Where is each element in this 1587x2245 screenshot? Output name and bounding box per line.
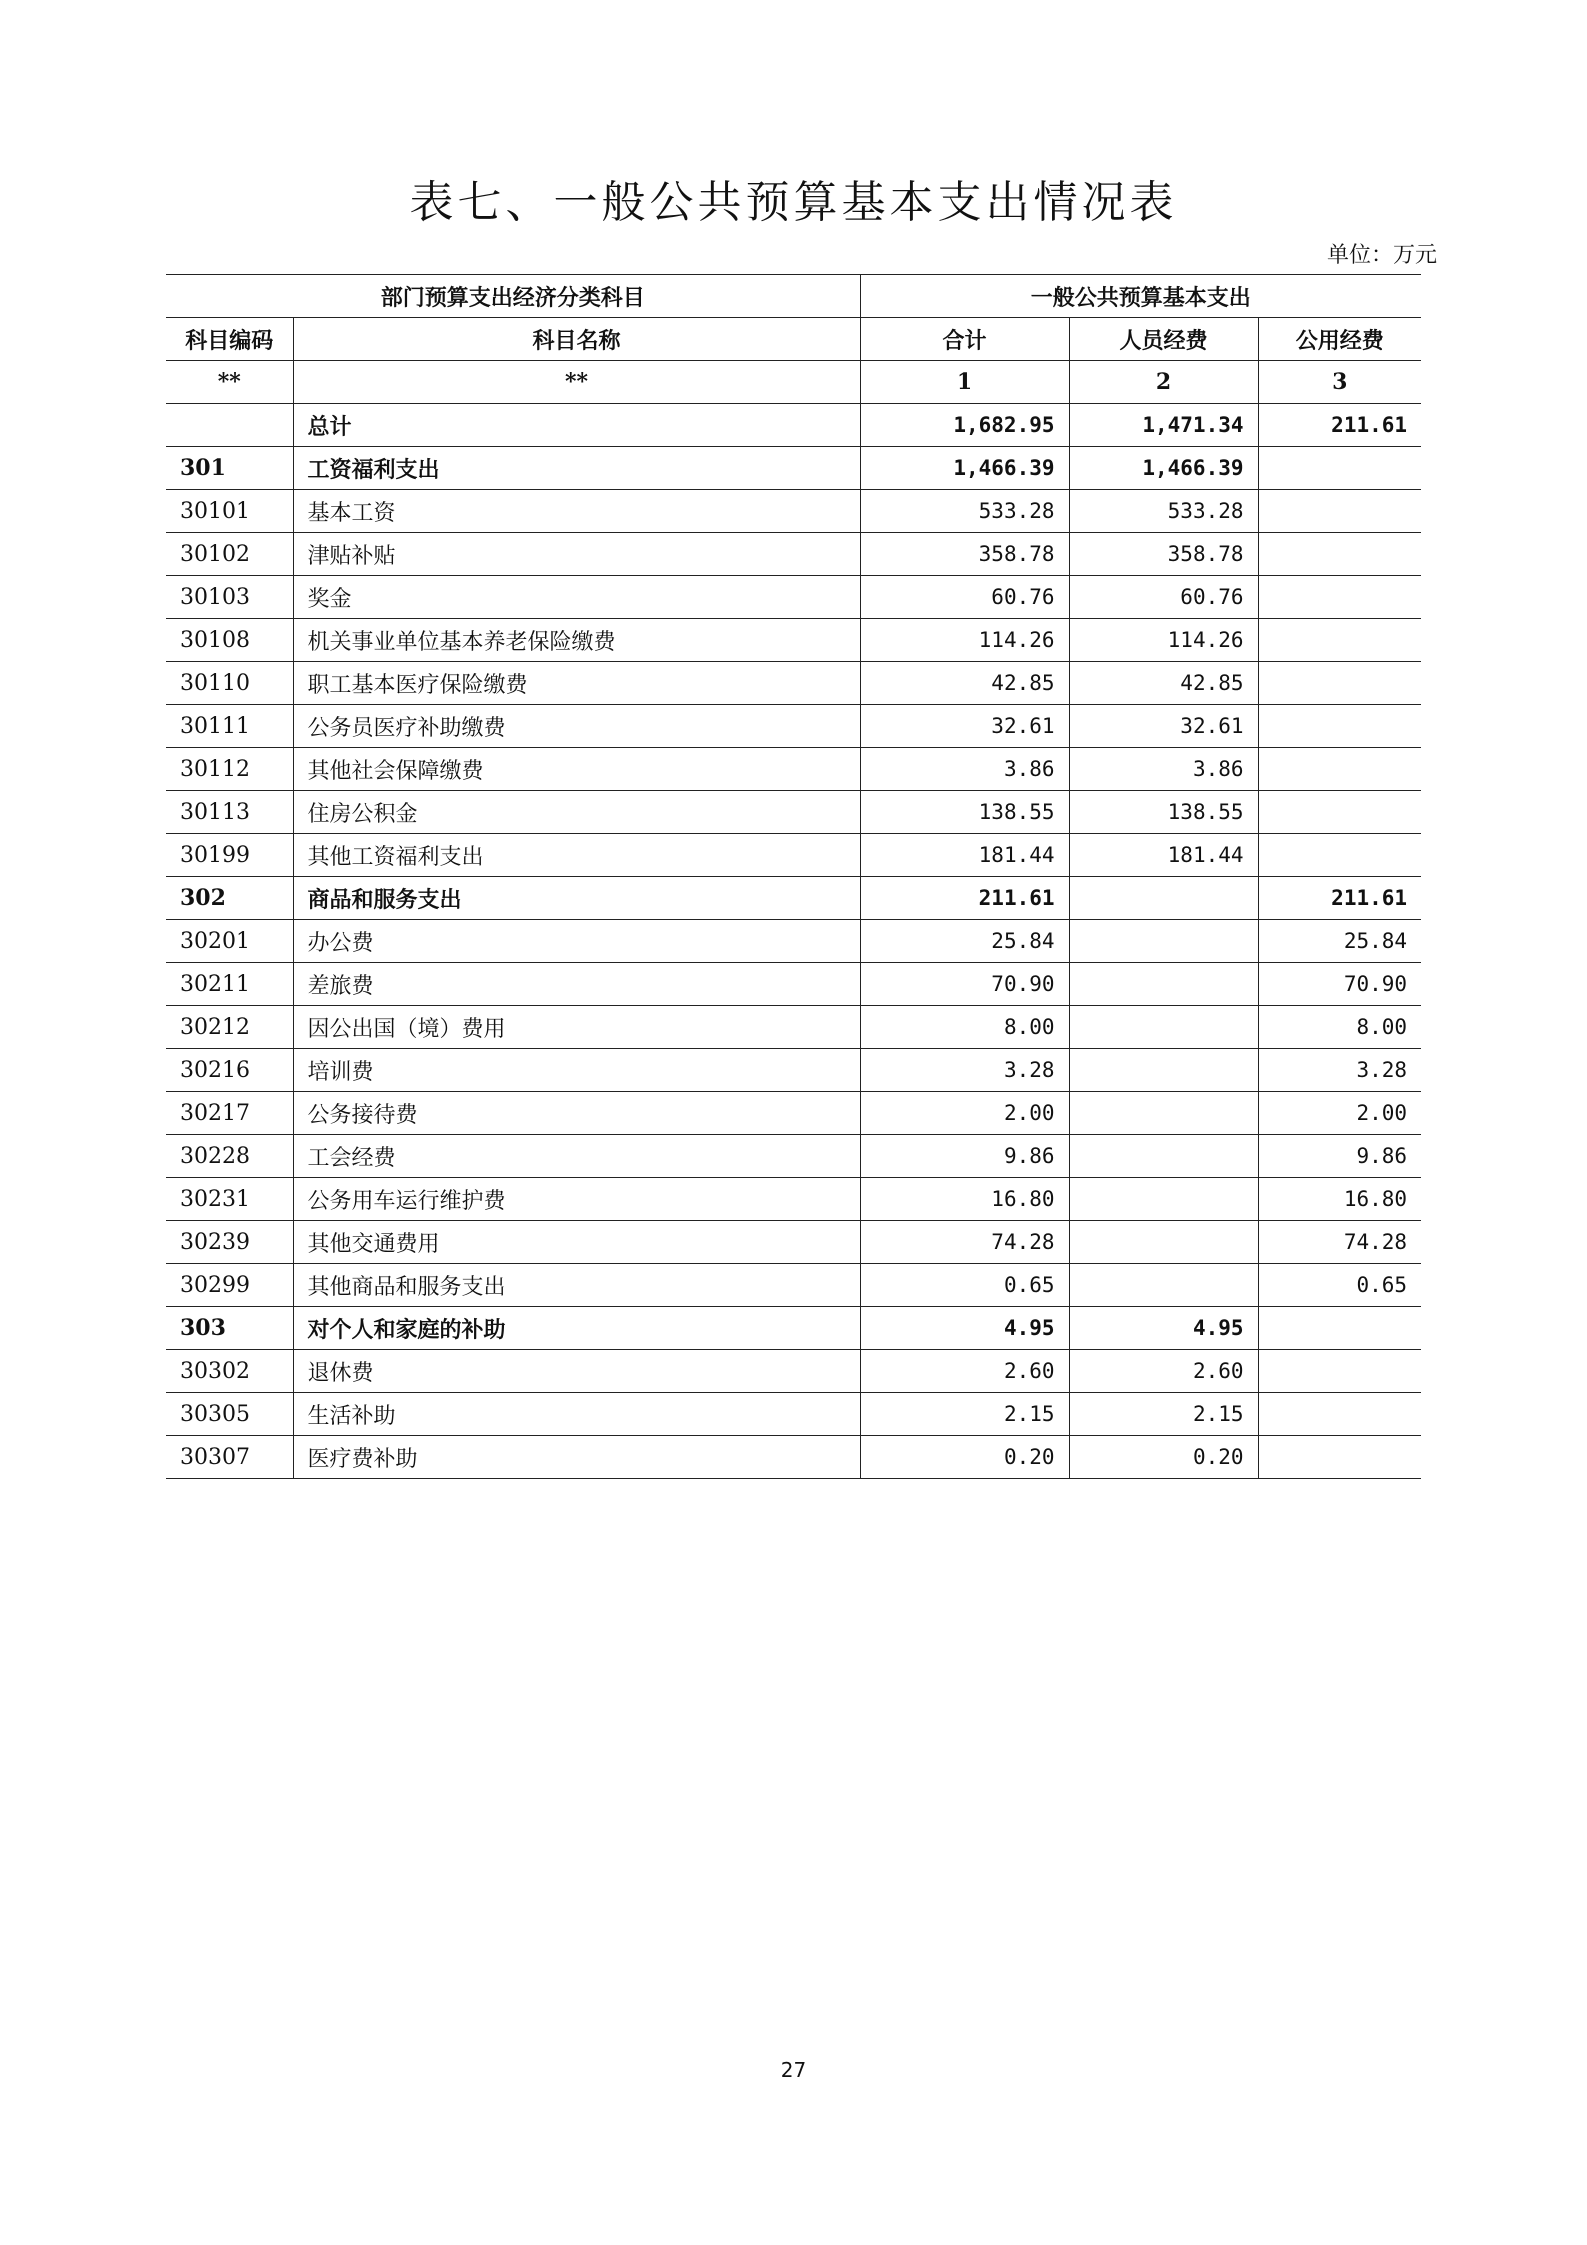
cell-total: 9.86	[860, 1135, 1069, 1178]
cell-total: 8.00	[860, 1006, 1069, 1049]
cell-personnel	[1069, 1178, 1258, 1221]
table-row	[166, 920, 1421, 963]
cell-name: 公务用车运行维护费	[293, 1178, 860, 1221]
cell-code: 30239	[166, 1221, 293, 1264]
cell-name: 医疗费补助	[293, 1436, 860, 1479]
header-column-row	[166, 318, 1421, 361]
table-row	[166, 963, 1421, 1006]
cell-total: 3.28	[860, 1049, 1069, 1092]
cell-total: 1,466.39	[860, 447, 1069, 490]
cell-total: 2.00	[860, 1092, 1069, 1135]
cell-total: 358.78	[860, 533, 1069, 576]
cell-total: 2.60	[860, 1350, 1069, 1393]
cell-total: 4.95	[860, 1307, 1069, 1350]
table-row	[166, 1264, 1421, 1307]
cell-code: 30217	[166, 1092, 293, 1135]
table-row	[166, 1049, 1421, 1092]
cell-public	[1258, 619, 1421, 662]
table-row	[166, 1092, 1421, 1135]
cell-name: 奖金	[293, 576, 860, 619]
header-personnel: 人员经费	[1069, 318, 1258, 361]
table-row	[166, 533, 1421, 576]
cell-public	[1258, 1393, 1421, 1436]
cell-name: 办公费	[293, 920, 860, 963]
cell-name: 商品和服务支出	[293, 877, 860, 920]
cell-personnel	[1069, 1049, 1258, 1092]
page-number: 27	[780, 2058, 807, 2082]
cell-public	[1258, 533, 1421, 576]
cell-code: 30199	[166, 834, 293, 877]
cell-code: 30216	[166, 1049, 293, 1092]
cell-name: 总计	[293, 404, 860, 447]
header-total: 合计	[860, 318, 1069, 361]
cell-personnel	[1069, 920, 1258, 963]
cell-public	[1258, 662, 1421, 705]
cell-total: 533.28	[860, 490, 1069, 533]
header-name: 科目名称	[293, 318, 860, 361]
cell-name: 其他商品和服务支出	[293, 1264, 860, 1307]
table-row	[166, 1393, 1421, 1436]
cell-code: 30305	[166, 1393, 293, 1436]
index-name: **	[293, 361, 860, 404]
header-code: 科目编码	[166, 318, 293, 361]
cell-personnel	[1069, 877, 1258, 920]
cell-public: 70.90	[1258, 963, 1421, 1006]
page-title: 表七、一般公共预算基本支出情况表	[409, 177, 1178, 228]
table-row	[166, 834, 1421, 877]
cell-public	[1258, 834, 1421, 877]
cell-public	[1258, 447, 1421, 490]
cell-total: 3.86	[860, 748, 1069, 791]
cell-code: 30103	[166, 576, 293, 619]
index-code: **	[166, 361, 293, 404]
cell-personnel: 2.15	[1069, 1393, 1258, 1436]
budget-table	[166, 274, 1421, 1479]
cell-public: 3.28	[1258, 1049, 1421, 1092]
table-row	[166, 576, 1421, 619]
cell-total: 60.76	[860, 576, 1069, 619]
cell-total: 16.80	[860, 1178, 1069, 1221]
cell-total: 42.85	[860, 662, 1069, 705]
table-row	[166, 1436, 1421, 1479]
cell-name: 退休费	[293, 1350, 860, 1393]
cell-personnel: 0.20	[1069, 1436, 1258, 1479]
cell-public: 211.61	[1258, 404, 1421, 447]
cell-public: 9.86	[1258, 1135, 1421, 1178]
cell-public	[1258, 490, 1421, 533]
cell-personnel	[1069, 1221, 1258, 1264]
cell-total: 25.84	[860, 920, 1069, 963]
table-row	[166, 404, 1421, 447]
cell-name: 因公出国（境）费用	[293, 1006, 860, 1049]
cell-code: 30102	[166, 533, 293, 576]
cell-personnel	[1069, 1264, 1258, 1307]
cell-total: 211.61	[860, 877, 1069, 920]
cell-name: 机关事业单位基本养老保险缴费	[293, 619, 860, 662]
cell-personnel: 1,471.34	[1069, 404, 1258, 447]
cell-name: 其他工资福利支出	[293, 834, 860, 877]
cell-public: 8.00	[1258, 1006, 1421, 1049]
cell-personnel: 181.44	[1069, 834, 1258, 877]
cell-total: 32.61	[860, 705, 1069, 748]
cell-name: 其他交通费用	[293, 1221, 860, 1264]
cell-personnel: 358.78	[1069, 533, 1258, 576]
header-public: 公用经费	[1258, 318, 1421, 361]
table-body	[166, 404, 1421, 1479]
cell-code: 30108	[166, 619, 293, 662]
cell-public	[1258, 1307, 1421, 1350]
cell-name: 住房公积金	[293, 791, 860, 834]
table-row	[166, 1350, 1421, 1393]
cell-name: 培训费	[293, 1049, 860, 1092]
cell-total: 138.55	[860, 791, 1069, 834]
cell-public: 74.28	[1258, 1221, 1421, 1264]
cell-code: 30111	[166, 705, 293, 748]
cell-personnel: 138.55	[1069, 791, 1258, 834]
cell-total: 114.26	[860, 619, 1069, 662]
cell-code: 30201	[166, 920, 293, 963]
cell-code: 30299	[166, 1264, 293, 1307]
cell-code: 30211	[166, 963, 293, 1006]
cell-total: 2.15	[860, 1393, 1069, 1436]
cell-personnel	[1069, 1135, 1258, 1178]
cell-personnel: 60.76	[1069, 576, 1258, 619]
cell-public	[1258, 791, 1421, 834]
cell-public: 2.00	[1258, 1092, 1421, 1135]
cell-personnel	[1069, 1092, 1258, 1135]
cell-name: 职工基本医疗保险缴费	[293, 662, 860, 705]
cell-public	[1258, 576, 1421, 619]
cell-public	[1258, 1436, 1421, 1479]
cell-code: 302	[166, 877, 293, 920]
cell-personnel: 42.85	[1069, 662, 1258, 705]
cell-public: 211.61	[1258, 877, 1421, 920]
cell-name: 公务接待费	[293, 1092, 860, 1135]
cell-personnel: 3.86	[1069, 748, 1258, 791]
unit-label: 单位：万元	[1326, 243, 1437, 268]
cell-personnel: 114.26	[1069, 619, 1258, 662]
index-2: 2	[1069, 361, 1258, 404]
cell-total: 74.28	[860, 1221, 1069, 1264]
header-group-row	[166, 275, 1421, 318]
cell-total: 0.65	[860, 1264, 1069, 1307]
cell-public: 0.65	[1258, 1264, 1421, 1307]
cell-code: 30113	[166, 791, 293, 834]
table-row	[166, 490, 1421, 533]
cell-code: 30228	[166, 1135, 293, 1178]
table-row	[166, 1307, 1421, 1350]
table-row	[166, 1135, 1421, 1178]
cell-name: 生活补助	[293, 1393, 860, 1436]
cell-public: 25.84	[1258, 920, 1421, 963]
table-row	[166, 1221, 1421, 1264]
cell-name: 工资福利支出	[293, 447, 860, 490]
cell-personnel	[1069, 963, 1258, 1006]
cell-code: 303	[166, 1307, 293, 1350]
header-group-right: 一般公共预算基本支出	[860, 275, 1421, 318]
index-1: 1	[860, 361, 1069, 404]
cell-code: 301	[166, 447, 293, 490]
cell-name: 公务员医疗补助缴费	[293, 705, 860, 748]
cell-name: 基本工资	[293, 490, 860, 533]
table-row	[166, 447, 1421, 490]
cell-total: 0.20	[860, 1436, 1069, 1479]
cell-code: 30302	[166, 1350, 293, 1393]
cell-total: 1,682.95	[860, 404, 1069, 447]
cell-code	[166, 404, 293, 447]
table-row	[166, 1178, 1421, 1221]
table-row	[166, 1006, 1421, 1049]
cell-name: 其他社会保障缴费	[293, 748, 860, 791]
table-row	[166, 748, 1421, 791]
cell-name: 差旅费	[293, 963, 860, 1006]
cell-code: 30112	[166, 748, 293, 791]
cell-personnel: 1,466.39	[1069, 447, 1258, 490]
cell-total: 70.90	[860, 963, 1069, 1006]
cell-name: 津贴补贴	[293, 533, 860, 576]
cell-personnel: 4.95	[1069, 1307, 1258, 1350]
cell-personnel: 2.60	[1069, 1350, 1258, 1393]
cell-code: 30110	[166, 662, 293, 705]
cell-personnel: 533.28	[1069, 490, 1258, 533]
header-index-row	[166, 361, 1421, 404]
index-3: 3	[1258, 361, 1421, 404]
cell-code: 30212	[166, 1006, 293, 1049]
cell-code: 30231	[166, 1178, 293, 1221]
cell-public	[1258, 1350, 1421, 1393]
table-row	[166, 705, 1421, 748]
cell-public	[1258, 705, 1421, 748]
cell-code: 30307	[166, 1436, 293, 1479]
table-row	[166, 619, 1421, 662]
cell-name: 工会经费	[293, 1135, 860, 1178]
cell-public	[1258, 748, 1421, 791]
table-row	[166, 791, 1421, 834]
cell-public: 16.80	[1258, 1178, 1421, 1221]
header-group-left: 部门预算支出经济分类科目	[166, 275, 860, 318]
cell-personnel: 32.61	[1069, 705, 1258, 748]
cell-name: 对个人和家庭的补助	[293, 1307, 860, 1350]
table-row	[166, 662, 1421, 705]
table-row	[166, 877, 1421, 920]
cell-total: 181.44	[860, 834, 1069, 877]
cell-code: 30101	[166, 490, 293, 533]
cell-personnel	[1069, 1006, 1258, 1049]
